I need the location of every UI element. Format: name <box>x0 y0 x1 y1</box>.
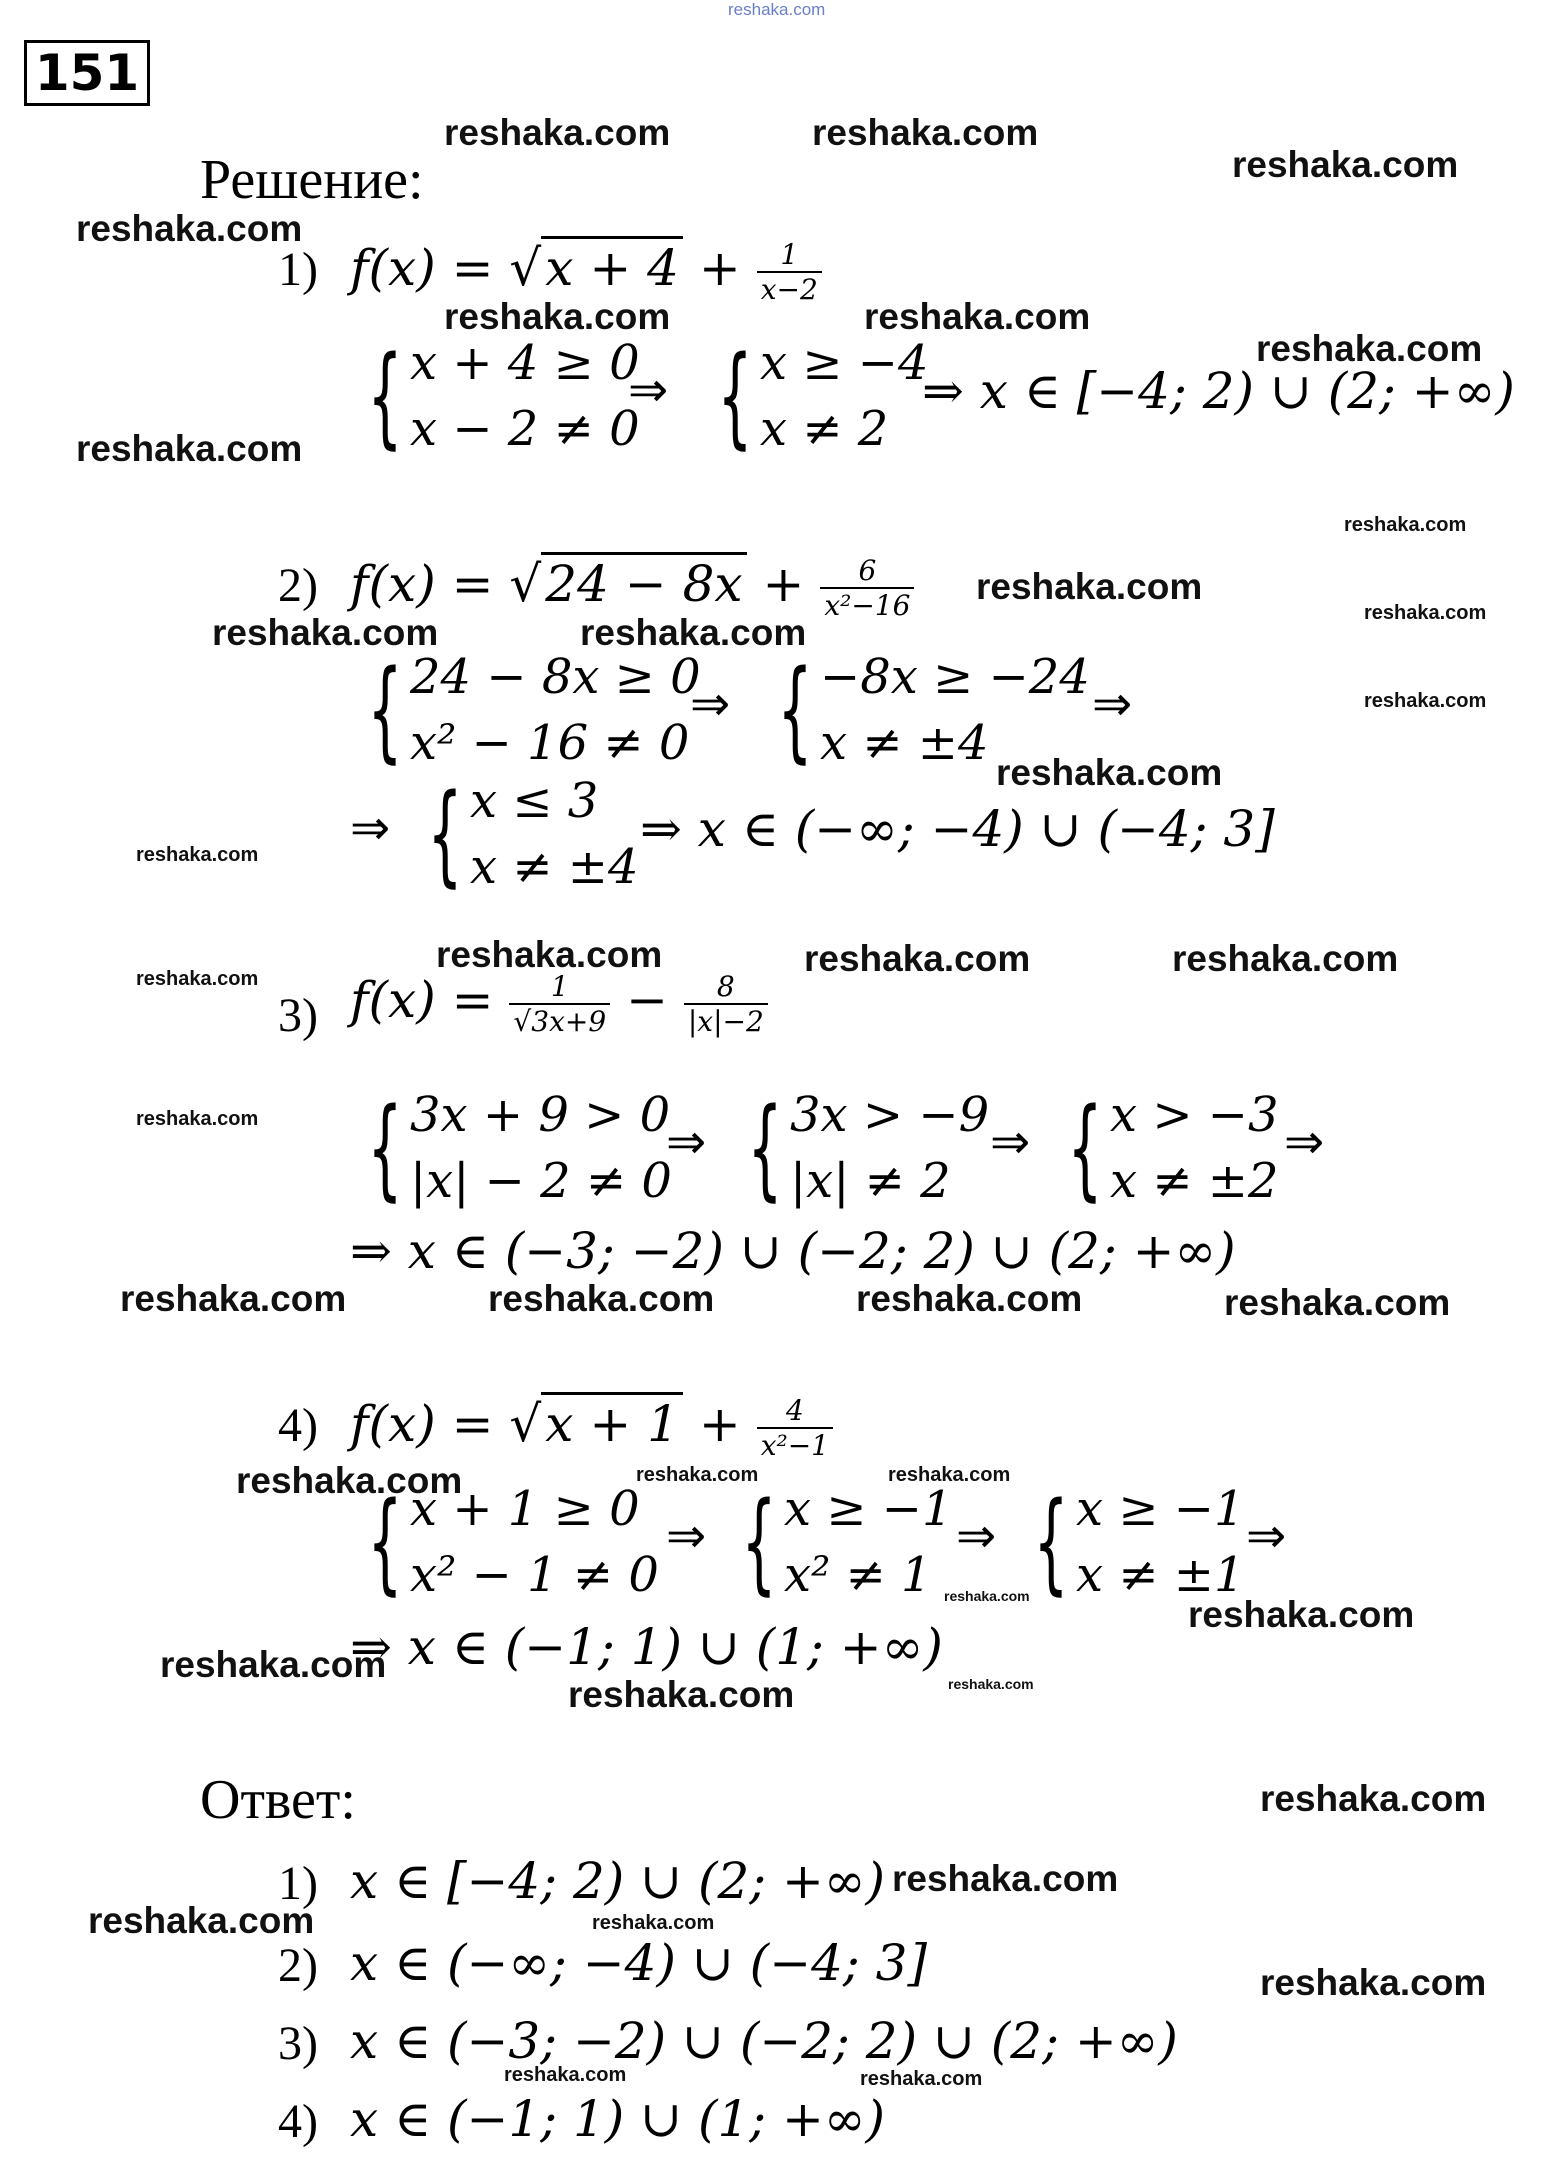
item-4-plus: + <box>698 1395 741 1453</box>
implies-arrow: ⇒ <box>990 1114 1031 1170</box>
watermark-small: reshaka.com <box>504 2064 627 2086</box>
watermark: reshaka.com <box>212 612 439 653</box>
watermark-small: reshaka.com <box>944 1588 1030 1604</box>
item-1-sys2-line1: x ≥ −4 <box>760 335 929 391</box>
watermark: reshaka.com <box>976 566 1203 607</box>
item-3-numerator-2: 8 <box>716 970 735 1003</box>
watermark: reshaka.com <box>1232 144 1459 185</box>
brace-icon: { <box>1067 1084 1103 1212</box>
watermark: reshaka.com <box>568 1674 795 1715</box>
item-1-sys1-line1: x + 4 ≥ 0 <box>410 335 640 391</box>
item-2-lhs: f(x) = <box>350 555 494 613</box>
item-4-lhs: f(x) = <box>350 1395 494 1453</box>
answer-2-text: x ∈ (−∞; −4) ∪ (−4; 3] <box>350 1934 927 1992</box>
item-1-denominator: x−2 <box>757 271 822 306</box>
implies-arrow: ⇒ <box>666 1114 707 1170</box>
item-1-plus: + <box>698 239 741 297</box>
item-3-sys1-line1: 3x + 9 > 0 <box>410 1087 671 1143</box>
item-2-sys1-line1: 24 − 8x ≥ 0 <box>410 649 701 705</box>
implies-arrow: ⇒ <box>690 676 731 732</box>
item-3-sys1-line2: |x| − 2 ≠ 0 <box>410 1153 672 1209</box>
item-2-result: ⇒ x ∈ (−∞; −4) ∪ (−4; 3] <box>640 800 1275 858</box>
item-3-system-2 <box>730 1082 989 1214</box>
item-1-function: f(x) = √x + 4 + $\frac{1}{x-2}$ <box>350 238 822 306</box>
watermark: reshaka.com <box>436 934 663 975</box>
watermark-small: reshaka.com <box>136 968 259 990</box>
watermark: reshaka.com <box>88 1900 315 1941</box>
implies-arrow: ⇒ <box>666 1508 707 1564</box>
watermark: reshaka.com <box>580 612 807 653</box>
watermark: reshaka.com <box>160 1644 387 1685</box>
watermark: reshaka.com <box>1224 1282 1451 1323</box>
solution-heading: Решение: <box>200 149 424 211</box>
watermark-small: reshaka.com <box>592 1912 715 1934</box>
item-2-system-3 <box>410 768 639 900</box>
brace-icon: { <box>367 332 403 460</box>
item-3-sys3-line2: x ≠ ±2 <box>1110 1153 1279 1209</box>
item-4-fraction <box>757 1394 833 1462</box>
watermark: reshaka.com <box>1172 938 1399 979</box>
watermark-small: reshaka.com <box>136 844 259 866</box>
item-2-label: 2) <box>278 559 318 612</box>
item-3-sys2-line1: 3x > −9 <box>790 1087 990 1143</box>
watermark-small: reshaka.com <box>948 1676 1034 1692</box>
item-2-system-1 <box>350 644 701 776</box>
brace-icon: { <box>717 332 753 460</box>
brace-icon: { <box>741 1478 777 1606</box>
item-4-denominator: x²−1 <box>757 1427 833 1462</box>
item-1-system-2 <box>700 330 929 462</box>
implies-arrow: ⇒ <box>628 362 669 418</box>
watermark-small: reshaka.com <box>1364 602 1487 624</box>
item-1-fraction <box>757 238 822 306</box>
answer-2-label: 2) <box>278 1939 318 1992</box>
watermark: reshaka.com <box>856 1278 1083 1319</box>
item-2-sys3-line1: x ≤ 3 <box>470 773 599 829</box>
implies-arrow: ⇒ <box>1284 1114 1325 1170</box>
brace-icon: { <box>777 646 813 774</box>
item-2-function: f(x) = √24 − 8x + $\frac{6}{\text{x²−16}}$ <box>350 554 914 622</box>
brace-icon: { <box>1033 1478 1069 1606</box>
item-2-plus: + <box>762 555 805 613</box>
watermark: reshaka.com <box>812 112 1039 153</box>
watermark: reshaka.com <box>996 752 1223 793</box>
item-4-system-2 <box>724 1476 953 1608</box>
item-3-function <box>350 970 768 1038</box>
answer-1-label: 1) <box>278 1857 318 1910</box>
item-4-label: 4) <box>278 1399 318 1452</box>
watermark-small: reshaka.com <box>860 2068 983 2090</box>
answer-3-text: x ∈ (−3; −2) ∪ (−2; 2) ∪ (2; +∞) <box>350 2012 1178 2070</box>
brace-icon: { <box>427 770 463 898</box>
watermark: reshaka.com <box>1260 1962 1487 2003</box>
item-4-numerator: 4 <box>785 1394 804 1427</box>
item-1-numerator: 1 <box>780 238 799 271</box>
item-3-denominator-2: |x|−2 <box>684 1003 768 1038</box>
watermark: reshaka.com <box>488 1278 715 1319</box>
item-4-sys1-line1: x + 1 ≥ 0 <box>410 1481 640 1537</box>
watermark-small: reshaka.com <box>136 1108 259 1130</box>
answer-3-label: 3) <box>278 2017 318 2070</box>
item-4-system-3 <box>1016 1476 1245 1608</box>
answer-heading: Ответ: <box>200 1769 356 1831</box>
watermark: reshaka.com <box>804 938 1031 979</box>
item-4-sys3-line1: x ≥ −1 <box>1076 1481 1245 1537</box>
watermark-small: reshaka.com <box>888 1464 1011 1486</box>
item-3-label: 3) <box>278 989 318 1042</box>
item-2-denominator: x²−16 <box>820 587 914 622</box>
item-3-lhs: f(x) = <box>350 971 494 1029</box>
watermark: reshaka.com <box>1188 1594 1415 1635</box>
answer-4-label: 4) <box>278 2095 318 2148</box>
item-3-system-1 <box>350 1082 672 1214</box>
item-4-root: x + 1 <box>541 1392 683 1453</box>
item-1-sys1-line2: x − 2 ≠ 0 <box>410 401 640 457</box>
watermark: reshaka.com <box>120 1278 347 1319</box>
item-3-fraction-2 <box>684 970 768 1038</box>
item-3-sys3-line1: x > −3 <box>1110 1087 1279 1143</box>
watermark: reshaka.com <box>444 112 671 153</box>
item-3-sys2-line2: |x| ≠ 2 <box>790 1153 951 1209</box>
item-4-sys3-line2: x ≠ ±1 <box>1076 1547 1245 1603</box>
item-4-sys2-line2: x² ≠ 1 <box>784 1547 932 1603</box>
item-4-sys1-line2: x² − 1 ≠ 0 <box>410 1547 659 1603</box>
watermark: reshaka.com <box>76 208 303 249</box>
item-2-numerator: 6 <box>858 554 877 587</box>
brace-icon: { <box>367 646 403 774</box>
item-3-denominator-1: √3x+9 <box>509 1003 610 1038</box>
brace-icon: { <box>747 1084 783 1212</box>
item-1-lhs: f(x) = <box>350 239 494 297</box>
watermark: reshaka.com <box>892 1858 1119 1899</box>
watermark: reshaka.com <box>1256 328 1483 369</box>
problem-number: 151 <box>24 40 150 106</box>
item-3-minus: − <box>626 971 668 1029</box>
watermark: reshaka.com <box>76 428 303 469</box>
item-3-numerator-1: 1 <box>550 970 569 1003</box>
answer-4-text: x ∈ (−1; 1) ∪ (1; +∞) <box>350 2090 886 2148</box>
item-3-result: ⇒ x ∈ (−3; −2) ∪ (−2; 2) ∪ (2; +∞) <box>350 1222 1236 1280</box>
item-3-system-3 <box>1050 1082 1279 1214</box>
item-4-function: f(x) = √x + 1 + $\frac{4}{\text{x²−1}}$ <box>350 1394 833 1462</box>
watermark: reshaka.com <box>444 296 671 337</box>
item-2-root: 24 − 8x <box>541 552 746 613</box>
implies-arrow: ⇒ <box>956 1508 997 1564</box>
implies-arrow: ⇒ <box>1246 1508 1287 1564</box>
implies-arrow: ⇒ <box>1092 676 1133 732</box>
watermark-small: reshaka.com <box>1364 690 1487 712</box>
item-4-sys2-line1: x ≥ −1 <box>784 1481 953 1537</box>
watermark-small: reshaka.com <box>1344 514 1467 536</box>
item-1-label: 1) <box>278 243 318 296</box>
item-1-root: x + 4 <box>541 236 683 297</box>
item-1-result: ⇒ x ∈ [−4; 2) ∪ (2; +∞) <box>922 362 1515 420</box>
watermark: reshaka.com <box>1260 1778 1487 1819</box>
answer-1-text: x ∈ [−4; 2) ∪ (2; +∞) <box>350 1852 886 1910</box>
watermark-top: reshaka.com <box>728 0 826 19</box>
item-2-sys2-line1: −8x ≥ −24 <box>820 649 1090 705</box>
watermark-small: reshaka.com <box>636 1464 759 1486</box>
brace-icon: { <box>367 1084 403 1212</box>
item-3-fraction-1 <box>509 970 610 1038</box>
item-2-sys3-line2: x ≠ ±4 <box>470 839 639 895</box>
watermark: reshaka.com <box>864 296 1091 337</box>
implies-arrow: ⇒ <box>350 800 391 856</box>
item-2-sys1-line2: x² − 16 ≠ 0 <box>410 715 690 771</box>
item-4-result: ⇒ x ∈ (−1; 1) ∪ (1; +∞) <box>350 1618 943 1676</box>
watermark: reshaka.com <box>236 1460 463 1501</box>
item-1-sys2-line2: x ≠ 2 <box>760 401 889 457</box>
item-1-system-1 <box>350 330 640 462</box>
item-2-sys2-line2: x ≠ ±4 <box>820 715 989 771</box>
brace-icon: { <box>367 1478 403 1606</box>
item-2-fraction <box>820 554 914 622</box>
